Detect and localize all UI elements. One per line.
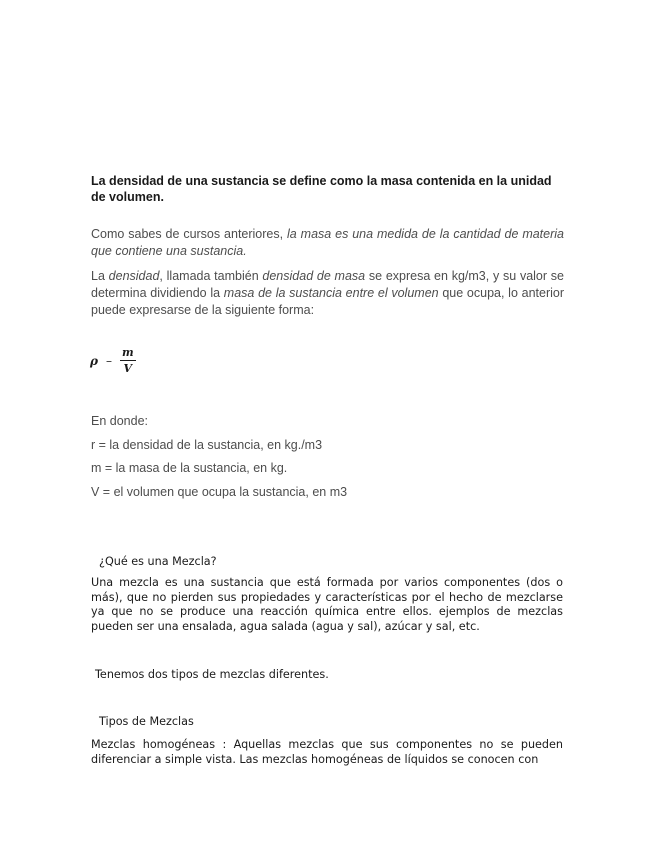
p1-plain-text: Como sabes de cursos anteriores, [91,227,288,241]
formula-rho: ρ [90,353,98,368]
p2-text-1: La [91,269,109,283]
p2-text-4: que ocupa, lo anterior puede expresarse de la siguiente forma: [91,286,565,317]
p2-italic-1: densidad [108,269,160,283]
formula-numerator: m [121,346,134,359]
p2-text-3: se expresa en kg/m3, y su valor se determina dividiendo la [91,269,564,300]
definition-m: m = la masa de la sustancia, en kg. [91,461,288,475]
p2-italic-3: masa de la sustancia entre el volumen [223,286,439,300]
density-definition-paragraph [91,268,564,319]
where-label: En donde: [91,414,148,428]
p2-italic-2: densidad de masa [262,269,366,283]
mass-definition-paragraph [91,226,564,260]
definition-r: r = la densidad de la sustancia, en kg./m3 [91,438,323,452]
p1-italic-text: la masa es una medida de la cantidad de materia que contiene una sustancia. [91,227,564,258]
formula-equals: – [105,353,112,368]
tipos-title: Tipos de Mezclas [99,715,194,728]
formula-fraction [120,346,136,375]
definition-v: V = el volumen que ocupa la sustancia, en m3 [91,485,348,499]
mezcla-question-title: ¿Qué es una Mezcla? [99,555,217,568]
mezcla-paragraph: Una mezcla es una sustancia que está formada por varios componentes (dos o más), que no pierden sus propiedades y características por el hecho de mezclarse ya que no se produce una reacción química entre ellos. ejemplos de mezclas pueden ser una ensalada, agua salada (agua y sal), azúcar y sal, etc. [91,576,563,634]
p2-text-2: , llamada también [159,269,263,283]
density-heading: La densidad de una sustancia se define como la masa contenida en la unidad de volumen. [91,174,552,204]
formula-denominator: V [123,362,133,375]
homogeneas-paragraph: Mezclas homogéneas : Aquellas mezclas que sus componentes no se pueden diferenciar a simple vista. Las mezclas homogéneas de líquidos se conocen con [91,738,563,766]
density-formula [90,346,136,375]
tipos-intro-text: Tenemos dos tipos de mezclas diferentes. [95,668,329,681]
